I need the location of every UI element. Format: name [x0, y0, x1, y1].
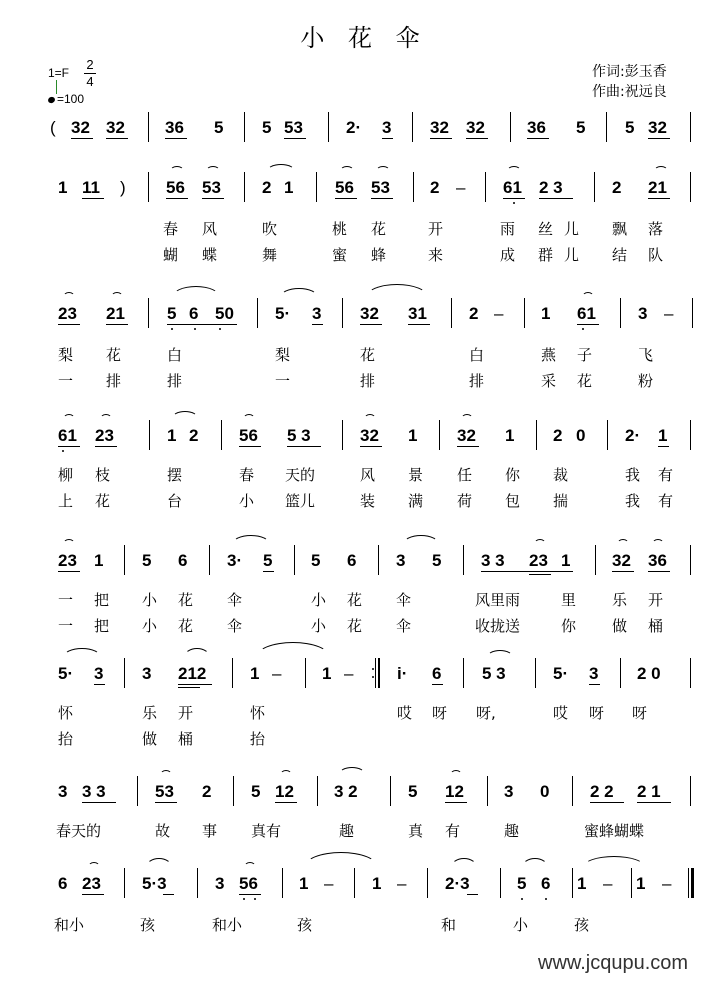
- composer: 作曲:祝远良: [592, 84, 667, 100]
- quarter-note-icon: [47, 96, 56, 104]
- notes: 5· 3 3 212 1 – 1 – i· 6 5 3 5· 3 2 0: [0, 658, 728, 688]
- credits: [592, 62, 667, 102]
- notes: 1 11 ) 56 53 2 1 56 53 2 – 61 2 3 2 21: [0, 172, 728, 202]
- notes: ( 32 32 36 5 5 53 2· 3 32 32 36 5 5 32: [0, 112, 728, 142]
- notes: 3 3 3 53 2 5 12 3 2 5 12 3 0 2 2 2 1: [0, 776, 728, 806]
- time-signature: 2 4: [84, 58, 96, 89]
- notes: 61 23 1 2 56 5 3 32 1 32 1 2 0 2· 1: [0, 420, 728, 450]
- notes: 23 1 5 6 3· 5 5 6 3 5 3 3 23 1 32 36: [0, 545, 728, 575]
- key-signature: 1=F: [48, 66, 70, 80]
- quarter-note-stem: [56, 80, 57, 94]
- lyricist: 作词:彭玉香: [592, 64, 667, 80]
- notes: 6 23 5·3 3 56 1 – 1 – 2·3 5 6 1 – 1 –: [0, 868, 728, 898]
- watermark: www.jcqupu.com: [538, 952, 689, 974]
- notes: 23 21 5 6 50 5· 3 32 31 2 – 1 61 3 –: [0, 298, 728, 328]
- tempo-marking: =100: [48, 92, 84, 106]
- score-title: 小 花 伞: [300, 24, 428, 52]
